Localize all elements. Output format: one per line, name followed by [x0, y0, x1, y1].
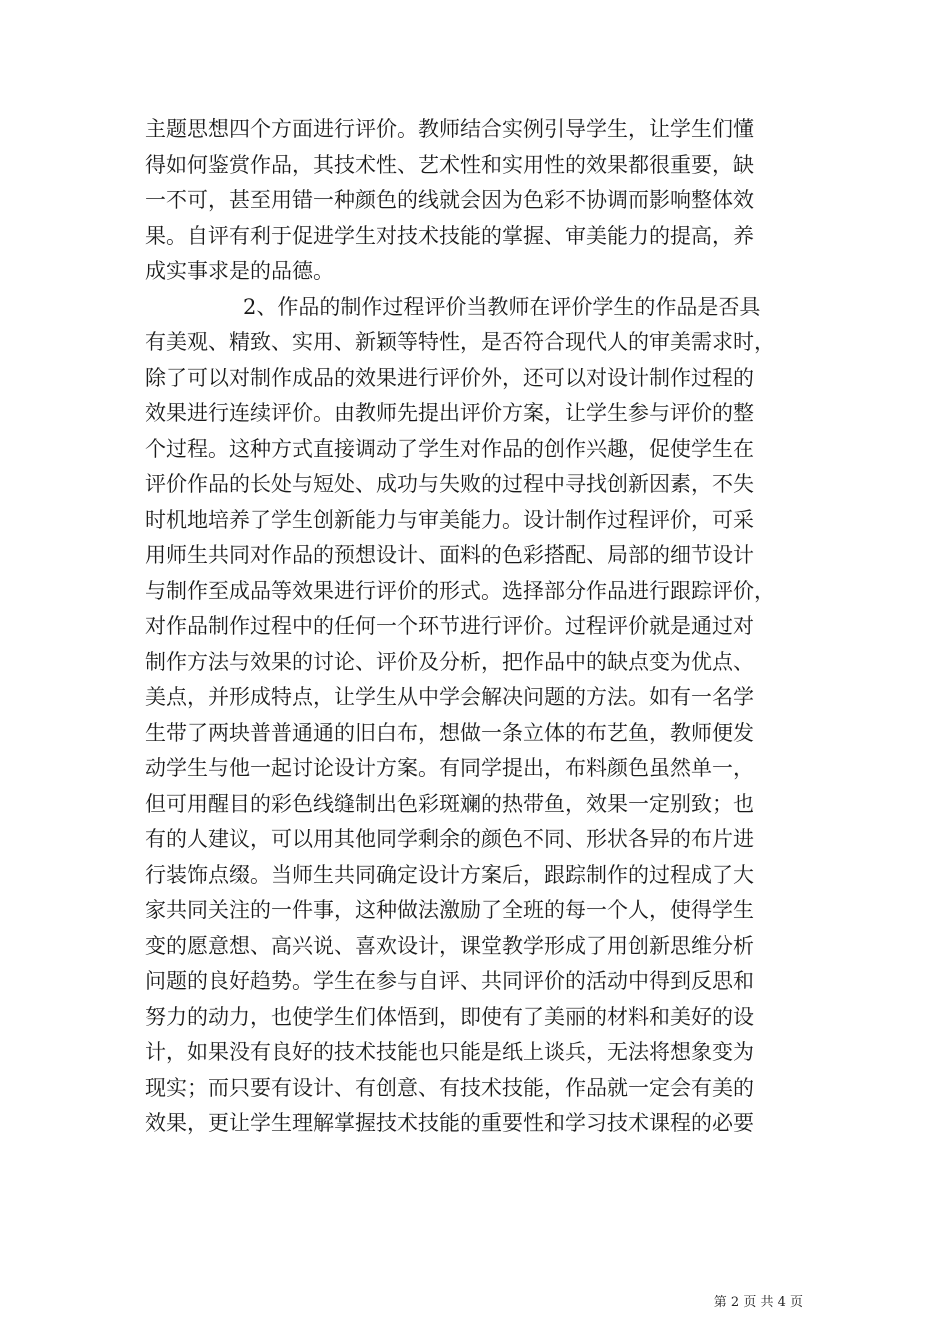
text-line: 现实；而只要有设计、有创意、有技术技能，作品就一定会有美的: [145, 1075, 754, 1100]
text-line: 用师生共同对作品的预想设计、面料的色彩搭配、局部的细节设计: [145, 543, 754, 567]
paragraph-start-line: 2、作品的制作过程评价当教师在评价学生的作品是否具: [243, 294, 761, 319]
text-line: 计，如果没有良好的技术技能也只能是纸上谈兵，无法将想象变为: [145, 1040, 754, 1064]
text-line: 动学生与他一起讨论设计方案。有同学提出，布料颜色虽然单一，: [145, 756, 754, 780]
text-line: 评价作品的长处与短处、成功与失败的过程中寻找创新因素，不失: [145, 472, 754, 496]
text-line: 生带了两块普普通通的旧白布，想做一条立体的布艺鱼，教师便发: [145, 720, 754, 745]
text-line: 问题的良好趋势。学生在参与自评、共同评价的活动中得到反思和: [145, 969, 754, 993]
text-line: 有美观、精致、实用、新颖等特性，是否符合现代人的审美需求时，: [145, 330, 775, 354]
text-line: 除了可以对制作成品的效果进行评价外，还可以对设计制作过程的: [145, 365, 754, 390]
text-line: 效果进行连续评价。由教师先提出评价方案，让学生参与评价的整: [145, 401, 754, 425]
text-line: 美点，并形成特点，让学生从中学会解决问题的方法。如有一名学: [145, 685, 754, 709]
text-line: 制作方法与效果的讨论、评价及分析，把作品中的缺点变为优点、: [145, 649, 754, 674]
text-line: 家共同关注的一件事，这种做法激励了全班的每一个人，使得学生: [145, 898, 754, 922]
text-line: 个过程。这种方式直接调动了学生对作品的创作兴趣，促使学生在: [145, 436, 754, 461]
text-line: 一不可，甚至用错一种颜色的线就会因为色彩不协调而影响整体效: [145, 188, 754, 212]
text-line: 努力的动力，也使学生们体悟到，即使有了美丽的材料和美好的设: [145, 1004, 754, 1029]
text-line: 效果，更让学生理解掌握技术技能的重要性和学习技术课程的必要: [145, 1111, 754, 1135]
body-text: [145, 112, 805, 1142]
page-number: 第 2 页 共 4 页: [713, 1295, 803, 1310]
text-line: 变的愿意想、高兴说、喜欢设计，课堂教学形成了用创新思维分析: [145, 933, 754, 958]
text-line: 与制作至成品等效果进行评价的形式。选择部分作品进行跟踪评价，: [145, 578, 775, 603]
text-line: 得如何鉴赏作品，其技术性、艺术性和实用性的效果都很重要，缺: [145, 152, 754, 177]
text-line: 但可用醒目的彩色线缝制出色彩斑斓的热带鱼，效果一定别致；也: [145, 791, 754, 816]
text-line: 时机地培养了学生创新能力与审美能力。设计制作过程评价，可采: [145, 507, 754, 532]
text-line: 主题思想四个方面进行评价。教师结合实例引导学生，让学生们懂: [145, 117, 754, 141]
text-line: 对作品制作过程中的任何一个环节进行评价。过程评价就是通过对: [145, 614, 754, 638]
text-line: 有的人建议，可以用其他同学剩余的颜色不同、形状各异的布片进: [145, 827, 754, 851]
text-line: 行装饰点缀。当师生共同确定设计方案后，跟踪制作的过程成了大: [145, 862, 754, 887]
text-line: 果。自评有利于促进学生对技术技能的掌握、审美能力的提高，养: [145, 223, 754, 248]
text-line: 成实事求是的品德。: [145, 259, 334, 283]
